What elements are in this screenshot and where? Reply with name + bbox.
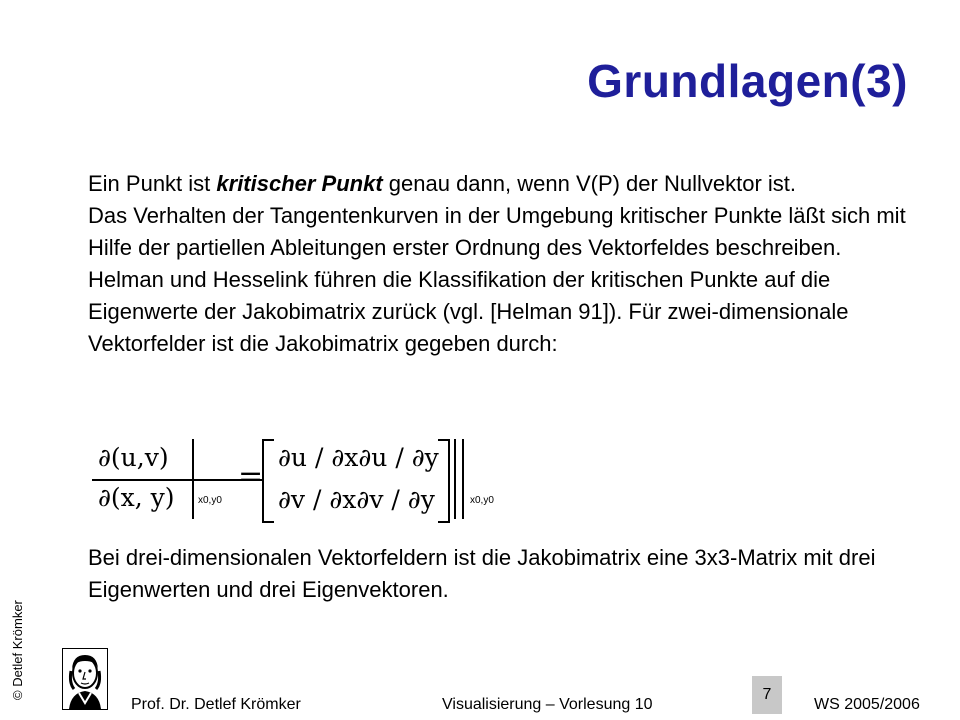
goethe-portrait-icon [62, 648, 108, 710]
matrix-right-bracket [438, 439, 450, 523]
evaluation-bar-left [180, 439, 194, 519]
fraction-bar [92, 479, 262, 481]
slide-body-2 [88, 542, 908, 606]
matrix-row-1: ∂u / ∂x∂u / ∂y [278, 443, 439, 472]
matrix-left-bracket [262, 439, 274, 523]
paragraph-3d: Bei drei-dimensionalen Vektorfeldern ist die Jakobimatrix eine 3x3-Matrix mit drei Eigenwerten und drei Eigenvektoren. [88, 545, 876, 602]
footer-semester: WS 2005/2006 [814, 696, 920, 713]
paragraph-behavior: Das Verhalten der Tangentenkurven in der Umgebung kritischer Punkte läßt sich mit Hilfe der partiellen Ableitungen erster Ordnung des Vektorfeldes beschreiben. Helman und Hesselink führen die Klassifikation der kritischen Punkte auf die Eigenwerte der Jakobimatrix zurück (vgl. [Helman 91]). Für zwei-dimensionale Vektorfelder ist die Jakobimatrix gegeben durch: [88, 203, 906, 356]
jacobian-formula [88, 437, 528, 523]
paragraph-critical-point [88, 168, 908, 200]
matrix-row-2: ∂v / ∂x∂v / ∂y [278, 485, 435, 514]
slide-title: Grundlagen(3) [587, 55, 908, 107]
evaluation-subscript-left: x0,y0 [198, 495, 222, 506]
formula-numerator: ∂(u,v) [98, 443, 169, 472]
formula-denominator: ∂(x, y) [98, 483, 175, 512]
page-number: 7 [752, 676, 782, 714]
evaluation-bar-right [454, 439, 464, 519]
evaluation-subscript-right: x0,y0 [470, 495, 494, 506]
equals-sign: = [238, 459, 264, 494]
copyright-vertical: © Detlef Krömker [10, 600, 25, 700]
para1-end: genau dann, wenn V(P) der Nullvektor ist. [382, 171, 796, 196]
para1-start: Ein Punkt ist [88, 171, 217, 196]
emphasis-kritischer-punkt: kritischer Punkt [216, 171, 383, 196]
footer-author: Prof. Dr. Detlef Krömker [131, 696, 301, 713]
slide-body [88, 168, 908, 360]
footer-course: Visualisierung – Vorlesung 10 [442, 696, 653, 713]
